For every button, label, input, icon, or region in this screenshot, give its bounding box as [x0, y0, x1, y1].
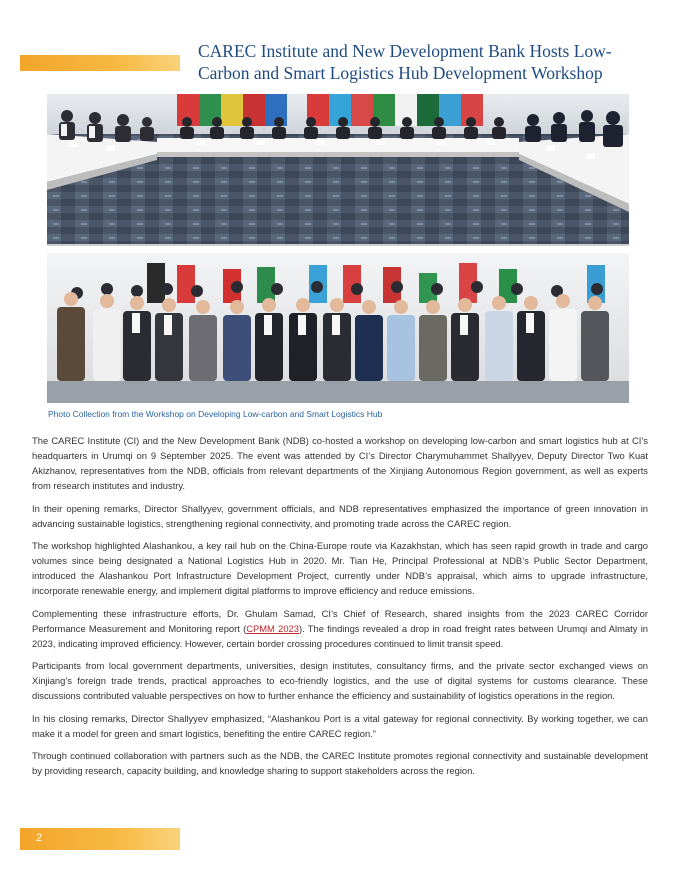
- paragraph-attendance: The CAREC Institute (CI) and the New Development Bank (NDB) co-hosted a workshop on developing low-carbon and smart logistics hub at CI’s headquarters in Urumqi on 9 September 2025. The event was attended by CI’s Director Charymuhammet Shallyyev, Deputy Director Two Kuat Akizhanov, representatives from the NDB, officials from relevant departments of the Xinjiang Autonomous Region government, as well as experts from research institutes and industry.: [32, 435, 648, 491]
- cpmm-text-before: Complementing these infrastructure efforts, Dr. Ghulam Samad, CI’s Chief of Research, shared insights from the 2023 CAREC Corridor Performance Measurement and Monitoring report (: [32, 607, 648, 634]
- page-number: 2: [36, 832, 43, 844]
- cpmm-text-after: ). The findings revealed a drop in road freight rates between Urumqi and Almaty in 2023, indicating improved efficiency. However, certain border crossing procedures continued to limit transit speed.: [32, 622, 648, 649]
- cpmm-2023-link[interactable]: CPMM 2023: [246, 622, 299, 634]
- meeting-room-photo: [47, 94, 629, 246]
- paragraph-collaboration: Through continued collaboration with partners such as the NDB, the CAREC Institute promotes regional connectivity and sustainable development by providing research, capacity building, and knowledge sharing to support stakeholders across the region.: [32, 750, 648, 776]
- paragraph-closing-remarks: In his closing remarks, Director Shallyyev emphasized, “Alashankou Port is a vital gateway for regional connectivity. By working together, we can make it a model for green and smart logistics, benefiting the entire CAREC region.”: [32, 712, 648, 739]
- header-accent-bar: [20, 55, 180, 71]
- paragraph-alashankou: The workshop highlighted Alashankou, a key rail hub on the China-Europe route via Kazakhstan, which has seen rapid growth in trade and cargo volumes since being designated a National Logistics Hub in 2020. Mr. Tian He, Principal Professional at NDB’s Public Sector Department, introduced the Alashankou Port Infrastructure Development Project, currently under NDB’s appraisal, which aims to upgrade infrastructure, incorporate renewable energy, and implement digital platforms to improve efficiency and reduce emissions.: [32, 540, 648, 596]
- paragraph-opening-remarks: In their opening remarks, Director Shallyyev, government officials, and NDB representatives emphasized the importance of green innovation in advancing sustainable logistics, strengthening regional connectivity, and promoting trade across the CAREC region.: [32, 502, 648, 529]
- article-body: [32, 433, 648, 786]
- paragraph-participants: Participants from local government departments, universities, design institutes, consultancy firms, and the private sector exchanged views on Xinjiang’s foreign trade trends, practical approaches to eco-friendly logistics, and the use of digital systems for customs clearance. These discussions contributed valuable perspectives on how to further enhance the efficiency and sustainability of logistics operations in the region.: [32, 660, 648, 701]
- photo-caption: Photo Collection from the Workshop on Developing Low-carbon and Smart Logistics Hub: [48, 409, 383, 419]
- footer-accent-bar: [20, 828, 180, 850]
- paragraph-cpmm-findings: [32, 606, 648, 651]
- group-photo: [47, 253, 629, 403]
- article-title: CAREC Institute and New Development Bank Hosts Low-Carbon and Smart Logistics Hub Development Workshop: [198, 41, 612, 83]
